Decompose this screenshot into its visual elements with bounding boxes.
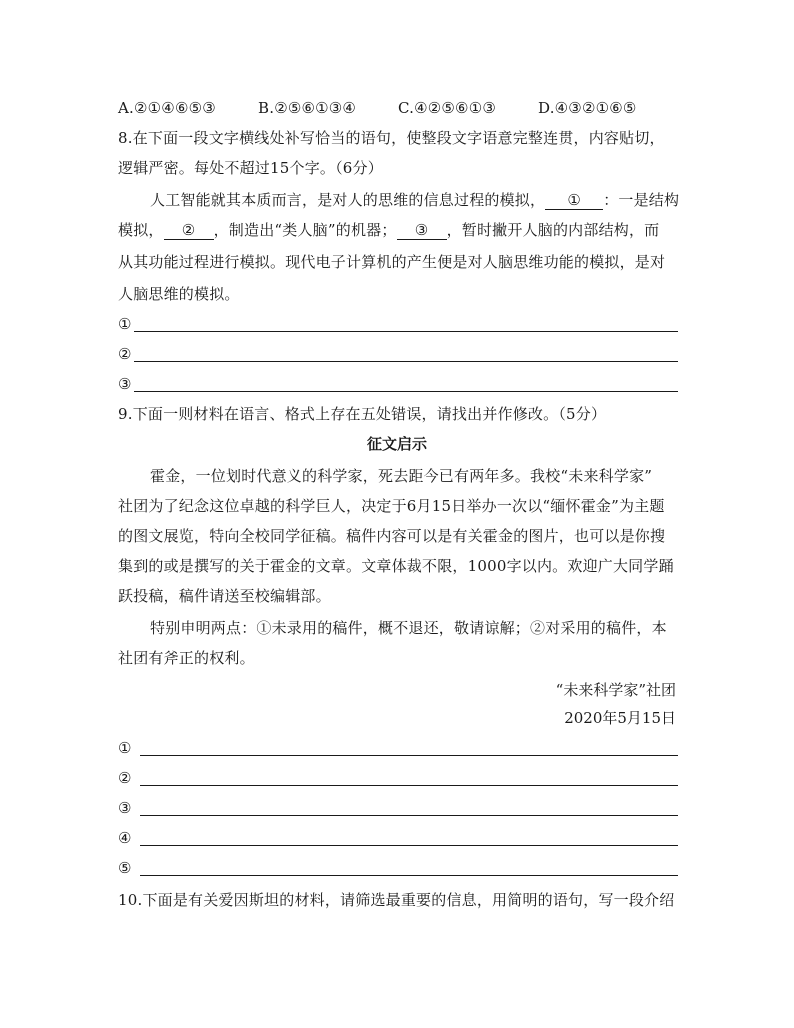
- notice-body-line1: 霍金，一位划时代意义的科学家，死去距今已有两年多。我校“未来科学家”: [150, 467, 653, 485]
- choice-c: C.④②⑤⑥①③: [398, 99, 496, 117]
- answer-number: ①: [118, 739, 132, 757]
- q8-answer-line-3[interactable]: [118, 374, 678, 394]
- notice-body-line5: 跃投稿，稿件请送至校编辑部。: [118, 587, 331, 605]
- q9-answer-line-4[interactable]: [118, 828, 678, 848]
- q9-answer-line-3[interactable]: [118, 798, 678, 818]
- q8-para-text: 人工智能就其本质而言，是对人的思维的信息过程的模拟，: [150, 191, 546, 209]
- q8-para-line1: [150, 190, 679, 210]
- q8-para-line4: 人脑思维的模拟。: [118, 285, 240, 303]
- answer-number: ②: [118, 345, 132, 363]
- q9-answer-line-5[interactable]: [118, 858, 678, 878]
- notice-body-line7: 社团有斧正的权利。: [118, 649, 255, 667]
- notice-date: 2020年5月15日: [564, 709, 676, 727]
- q8-para-line2: [118, 220, 659, 240]
- answer-rule: [134, 331, 678, 332]
- notice-body-line3: 的图文展览，特向全校同学征稿。稿件内容可以是有关霍金的图片，也可以是你搜: [118, 527, 666, 545]
- notice-signature: “未来科学家”社团: [555, 681, 676, 699]
- q8-answer-line-1[interactable]: [118, 314, 678, 334]
- blank-2: ②: [164, 221, 214, 240]
- choice-b: B.②⑤⑥①③④: [258, 99, 357, 117]
- answer-number: ⑤: [118, 859, 132, 877]
- answer-rule: [140, 785, 678, 786]
- q8-stem-line1: 8.在下面一段文字横线处补写恰当的语句，使整段文字语意完整连贯，内容贴切，: [118, 129, 665, 147]
- notice-body-line4: 集到的或是撰写的关于霍金的文章。文章体裁不限，1000字以内。欢迎广大同学踊: [118, 557, 674, 575]
- q8-para-text: ，暂时撇开人脑的内部结构，而: [446, 221, 660, 239]
- q9-answer-line-2[interactable]: [118, 768, 678, 788]
- answer-rule: [140, 845, 678, 846]
- q8-para-text: 模拟，: [118, 221, 164, 239]
- answer-number: ④: [118, 829, 132, 847]
- notice-body-line6: 特别申明两点：①未录用的稿件，概不退还，敬请谅解；②对采用的稿件，本: [150, 619, 667, 637]
- q8-para-text: ，制造出“类人脑”的机器；: [213, 221, 397, 239]
- answer-rule: [140, 815, 678, 816]
- blank-3: ③: [397, 221, 447, 240]
- q9-answer-line-1[interactable]: [118, 738, 678, 758]
- q8-answer-line-2[interactable]: [118, 344, 678, 364]
- q10-stem: 10.下面是有关爱因斯坦的材料，请筛选最重要的信息，用简明的语句，写一段介绍: [118, 891, 675, 909]
- q8-para-text: ：一是结构: [603, 191, 680, 209]
- blank-1: ①: [545, 191, 603, 210]
- answer-rule: [134, 361, 678, 362]
- notice-body-line2: 社团为了纪念这位卓越的科学巨人，决定于6月15日举办一次以“缅怀霍金”为主题: [118, 497, 665, 515]
- notice-title: 征文启示: [366, 435, 427, 453]
- answer-rule: [140, 755, 678, 756]
- q8-stem-line2: 逻辑严密。每处不超过15个字。（6分）: [118, 159, 383, 177]
- answer-number: ①: [118, 315, 132, 333]
- choice-d: D.④③②①⑥⑤: [538, 99, 637, 117]
- q9-stem: 9.下面一则材料在语言、格式上存在五处错误，请找出并作修改。（5分）: [118, 405, 607, 423]
- answer-number: ③: [118, 375, 132, 393]
- answer-number: ②: [118, 769, 132, 787]
- answer-rule: [140, 875, 678, 876]
- q8-para-line3: 从其功能过程进行模拟。现代电子计算机的产生便是对人脑思维功能的模拟，是对: [118, 253, 666, 271]
- answer-rule: [134, 391, 678, 392]
- answer-number: ③: [118, 799, 132, 817]
- choice-a: A.②①④⑥⑤③: [118, 99, 216, 117]
- q7-choices: [118, 98, 637, 118]
